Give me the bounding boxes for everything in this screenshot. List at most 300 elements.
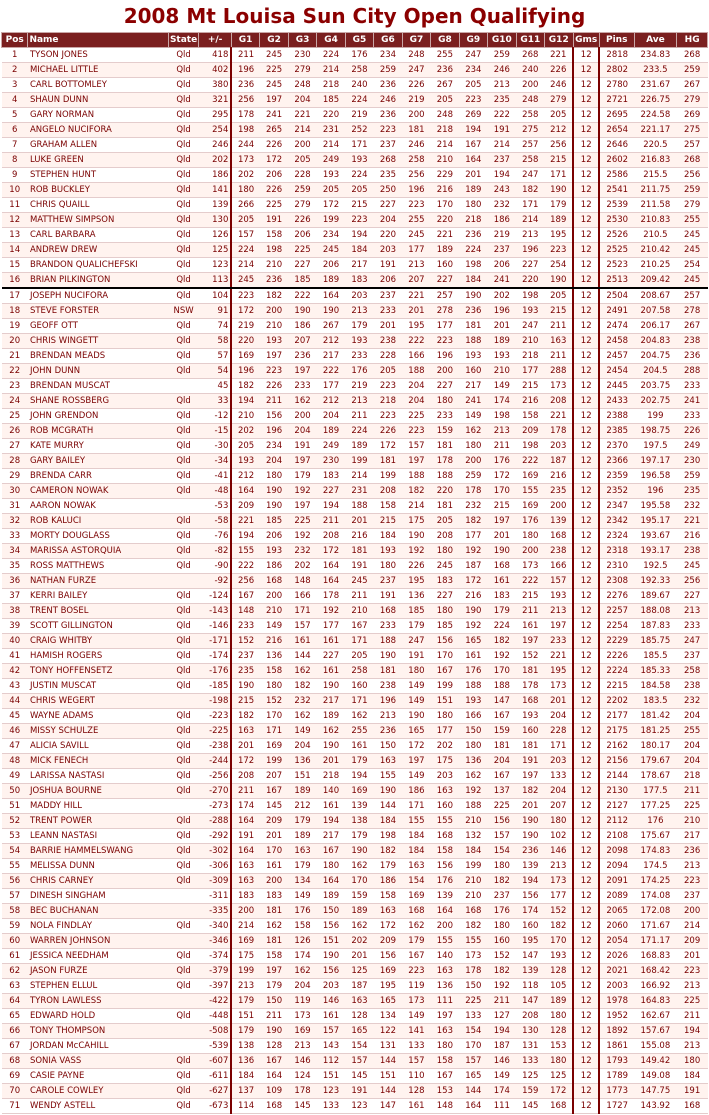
table-row — [2, 1084, 708, 1099]
cell-state: Qld — [168, 949, 199, 964]
cell-pos: 15 — [2, 258, 28, 273]
cell-g5: 191 — [345, 1084, 373, 1099]
cell-g3: 259 — [288, 183, 316, 198]
cell-g6: 209 — [374, 934, 402, 949]
cell-g2: 167 — [260, 784, 288, 799]
column-header-g9: G9 — [459, 33, 487, 48]
cell-g1: 210 — [231, 409, 259, 424]
table-row — [2, 108, 708, 123]
cell-g12: 146 — [545, 844, 573, 859]
cell-g9: 190 — [459, 604, 487, 619]
cell-pos: 5 — [2, 108, 28, 123]
cell-g7: 141 — [402, 1024, 430, 1039]
cell-state: Qld — [168, 724, 199, 739]
cell-gms: 12 — [573, 964, 599, 979]
cell-g12: 226 — [545, 63, 573, 78]
cell-g10: 215 — [488, 499, 516, 514]
cell--: 125 — [199, 243, 232, 258]
cell-g1: 223 — [231, 288, 259, 304]
cell-g2: 168 — [260, 1099, 288, 1114]
column-header-name: Name — [28, 33, 168, 48]
cell-pos: 65 — [2, 1009, 28, 1024]
cell-g7: 204 — [402, 379, 430, 394]
cell-g10: 176 — [488, 904, 516, 919]
cell-pins: 2586 — [599, 168, 634, 183]
cell-hg: 247 — [677, 634, 708, 649]
cell--: -292 — [199, 829, 232, 844]
cell-name: GARY BAILEY — [28, 454, 168, 469]
cell-g4: 205 — [317, 183, 345, 198]
cell-g8: 111 — [431, 994, 459, 1009]
cell-g4: 185 — [317, 93, 345, 108]
table-row — [2, 799, 708, 814]
table-row — [2, 604, 708, 619]
cell-g11: 147 — [516, 949, 544, 964]
cell-g3: 151 — [288, 769, 316, 784]
cell-pins: 2818 — [599, 48, 634, 63]
cell--: 57 — [199, 349, 232, 364]
cell-g1: 202 — [231, 424, 259, 439]
cell-g6: 238 — [374, 679, 402, 694]
cell-g5: 154 — [345, 1039, 373, 1054]
table-row — [2, 1054, 708, 1069]
cell-g2: 152 — [260, 694, 288, 709]
cell--: 33 — [199, 394, 232, 409]
cell-g9: 172 — [459, 574, 487, 589]
cell-g6: 218 — [374, 394, 402, 409]
cell-g9: 224 — [459, 243, 487, 258]
cell-g9: 150 — [459, 724, 487, 739]
cell-g12: 215 — [545, 304, 573, 319]
cell-g12: 238 — [545, 544, 573, 559]
cell-g10: 201 — [488, 319, 516, 334]
cell-g9: 166 — [459, 709, 487, 724]
cell-g10: 237 — [488, 243, 516, 258]
cell-g1: 222 — [231, 559, 259, 574]
cell-ave: 192.33 — [634, 574, 677, 589]
cell-pos: 69 — [2, 1069, 28, 1084]
cell-g2: 197 — [260, 93, 288, 108]
cell-state: Qld — [168, 1099, 199, 1114]
cell-pos: 35 — [2, 559, 28, 574]
cell-g10: 146 — [488, 1054, 516, 1069]
cell-g11: 208 — [516, 1009, 544, 1024]
cell-g12: 221 — [545, 409, 573, 424]
cell-ave: 196.58 — [634, 469, 677, 484]
cell-g5: 211 — [345, 589, 373, 604]
cell-g5: 189 — [345, 904, 373, 919]
cell-g7: 191 — [402, 649, 430, 664]
cell-g6: 191 — [374, 258, 402, 273]
cell-g5: 160 — [345, 679, 373, 694]
cell-g10: 154 — [488, 844, 516, 859]
cell-g2: 200 — [260, 589, 288, 604]
cell-g5: 193 — [345, 153, 373, 168]
cell-g4: 201 — [317, 754, 345, 769]
cell-ave: 174.25 — [634, 874, 677, 889]
cell-g11: 248 — [516, 93, 544, 108]
cell-state: Qld — [168, 739, 199, 754]
cell-pins: 2445 — [599, 379, 634, 394]
cell-g9: 177 — [459, 529, 487, 544]
cell-state: Qld — [168, 349, 199, 364]
cell-g12: 173 — [545, 679, 573, 694]
cell-g1: 196 — [231, 63, 259, 78]
cell-g11: 193 — [516, 709, 544, 724]
cell-g11: 247 — [516, 319, 544, 334]
cell-g2: 200 — [260, 874, 288, 889]
cell-g9: 269 — [459, 108, 487, 123]
cell--: -171 — [199, 634, 232, 649]
cell-g4: 161 — [317, 799, 345, 814]
cell-g2: 226 — [260, 379, 288, 394]
cell-g11: 257 — [516, 138, 544, 153]
cell-g5: 205 — [345, 649, 373, 664]
cell-state — [168, 904, 199, 919]
cell-g10: 214 — [488, 138, 516, 153]
cell-g3: 225 — [288, 514, 316, 529]
cell-g6: 238 — [374, 334, 402, 349]
cell-state: Qld — [168, 829, 199, 844]
table-row — [2, 499, 708, 514]
cell-ave: 208.67 — [634, 288, 677, 304]
cell-state — [168, 934, 199, 949]
cell-g7: 248 — [402, 48, 430, 63]
cell-g12: 279 — [545, 93, 573, 108]
cell-name: JORDAN McCAHILL — [28, 1039, 168, 1054]
cell-g11: 145 — [516, 1099, 544, 1114]
cell-pos: 50 — [2, 784, 28, 799]
cell-g5: 125 — [345, 964, 373, 979]
cell-g10: 213 — [488, 424, 516, 439]
cell-g3: 169 — [288, 1024, 316, 1039]
cell-g5: 231 — [345, 484, 373, 499]
cell--: -198 — [199, 694, 232, 709]
cell-g1: 172 — [231, 304, 259, 319]
cell-pins: 2454 — [599, 364, 634, 379]
cell-g5: 123 — [345, 1099, 373, 1114]
cell-hg: 214 — [677, 919, 708, 934]
cell-g3: 191 — [288, 439, 316, 454]
cell-g10: 187 — [488, 1039, 516, 1054]
cell-g6: 191 — [374, 589, 402, 604]
cell-g8: 177 — [431, 319, 459, 334]
cell-g11: 133 — [516, 1054, 544, 1069]
cell-g10: 167 — [488, 709, 516, 724]
cell-g10: 152 — [488, 949, 516, 964]
cell-g4: 227 — [317, 649, 345, 664]
cell-g4: 167 — [317, 844, 345, 859]
cell-g1: 224 — [231, 243, 259, 258]
cell-g3: 212 — [288, 799, 316, 814]
column-header-g5: G5 — [345, 33, 373, 48]
cell-g7: 185 — [402, 604, 430, 619]
cell-hg: 254 — [677, 258, 708, 273]
cell-g4: 214 — [317, 63, 345, 78]
cell-g10: 181 — [488, 739, 516, 754]
table-row — [2, 739, 708, 754]
cell-g1: 209 — [231, 499, 259, 514]
cell-hg: 217 — [677, 829, 708, 844]
column-header-g10: G10 — [488, 33, 516, 48]
cell-g1: 183 — [231, 889, 259, 904]
cell-g1: 214 — [231, 258, 259, 273]
cell-g4: 211 — [317, 514, 345, 529]
table-row — [2, 664, 708, 679]
cell-state — [168, 994, 199, 1009]
cell-gms: 12 — [573, 1054, 599, 1069]
cell-g9: 178 — [459, 964, 487, 979]
cell-g7: 110 — [402, 1069, 430, 1084]
column-header-ave: Ave — [634, 33, 677, 48]
cell-pos: 25 — [2, 409, 28, 424]
cell-g3: 157 — [288, 619, 316, 634]
cell-g3: 205 — [288, 153, 316, 168]
cell-hg: 258 — [677, 664, 708, 679]
cell-state: Qld — [168, 409, 199, 424]
cell-g5: 181 — [345, 544, 373, 559]
cell-g10: 194 — [488, 168, 516, 183]
cell-g10: 213 — [488, 78, 516, 93]
cell-g3: 214 — [288, 123, 316, 138]
cell-pos: 67 — [2, 1039, 28, 1054]
table-row — [2, 874, 708, 889]
cell-g11: 152 — [516, 649, 544, 664]
cell-g10: 127 — [488, 1009, 516, 1024]
cell-g4: 157 — [317, 1024, 345, 1039]
cell-g1: 179 — [231, 1024, 259, 1039]
cell-g2: 150 — [260, 994, 288, 1009]
cell-g1: 213 — [231, 979, 259, 994]
cell-pos: 21 — [2, 349, 28, 364]
cell-g2: 206 — [260, 529, 288, 544]
cell-g6: 147 — [374, 1099, 402, 1114]
cell-pins: 2202 — [599, 694, 634, 709]
cell-g1: 182 — [231, 709, 259, 724]
cell-pos: 57 — [2, 889, 28, 904]
cell-g7: 207 — [402, 273, 430, 289]
cell-pos: 55 — [2, 859, 28, 874]
cell-hg: 278 — [677, 304, 708, 319]
cell-g10: 237 — [488, 889, 516, 904]
cell-g4: 203 — [317, 979, 345, 994]
table-row — [2, 844, 708, 859]
cell-g12: 228 — [545, 724, 573, 739]
cell-name: WAYNE ADAMS — [28, 709, 168, 724]
cell-name: JOHN GRENDON — [28, 409, 168, 424]
cell-state: Qld — [168, 844, 199, 859]
cell-g5: 255 — [345, 724, 373, 739]
table-row — [2, 934, 708, 949]
cell--: 126 — [199, 228, 232, 243]
cell-g2: 180 — [260, 469, 288, 484]
cell-g4: 156 — [317, 919, 345, 934]
cell-name: SHANE ROSSBERG — [28, 394, 168, 409]
cell-g10: 235 — [488, 93, 516, 108]
cell-g8: 248 — [431, 108, 459, 123]
cell-hg: 223 — [677, 874, 708, 889]
cell-g1: 193 — [231, 454, 259, 469]
cell-g8: 199 — [431, 679, 459, 694]
cell-pins: 2457 — [599, 349, 634, 364]
cell-g12: 178 — [545, 424, 573, 439]
cell-pos: 9 — [2, 168, 28, 183]
cell-g11: 191 — [516, 754, 544, 769]
cell-g5: 194 — [345, 769, 373, 784]
cell-g11: 171 — [516, 198, 544, 213]
cell-g10: 111 — [488, 1099, 516, 1114]
cell--: 45 — [199, 379, 232, 394]
cell-name: ROSS MATTHEWS — [28, 559, 168, 574]
cell-hg: 233 — [677, 409, 708, 424]
cell-g7: 173 — [402, 994, 430, 1009]
table-row — [2, 409, 708, 424]
cell-pos: 26 — [2, 424, 28, 439]
cell-g4: 133 — [317, 1099, 345, 1114]
cell-g1: 208 — [231, 769, 259, 784]
cell-g4: 222 — [317, 364, 345, 379]
cell-g2: 193 — [260, 544, 288, 559]
cell-pos: 49 — [2, 769, 28, 784]
cell-state: Qld — [168, 319, 199, 334]
cell-hg: 194 — [677, 1024, 708, 1039]
cell-g10: 182 — [488, 874, 516, 889]
cell-g11: 213 — [516, 228, 544, 243]
cell-g6: 151 — [374, 1069, 402, 1084]
cell-gms: 12 — [573, 153, 599, 168]
cell-g8: 278 — [431, 304, 459, 319]
cell-g9: 205 — [459, 78, 487, 93]
cell-gms: 12 — [573, 829, 599, 844]
cell-pos: 22 — [2, 364, 28, 379]
cell-g7: 179 — [402, 934, 430, 949]
cell-g7: 166 — [402, 349, 430, 364]
cell-ave: 193.17 — [634, 544, 677, 559]
cell-g4: 151 — [317, 934, 345, 949]
cell-g7: 245 — [402, 228, 430, 243]
cell-g3: 146 — [288, 1054, 316, 1069]
cell-pos: 13 — [2, 228, 28, 243]
cell-g5: 213 — [345, 394, 373, 409]
cell-pos: 7 — [2, 138, 28, 153]
cell-state: Qld — [168, 243, 199, 258]
table-row — [2, 48, 708, 63]
cell-g4: 220 — [317, 108, 345, 123]
cell-g3: 232 — [288, 544, 316, 559]
cell-state: Qld — [168, 63, 199, 78]
cell-g12: 139 — [545, 514, 573, 529]
cell-pins: 2144 — [599, 769, 634, 784]
cell-g2: 170 — [260, 844, 288, 859]
cell-gms: 12 — [573, 874, 599, 889]
cell-ave: 180.17 — [634, 739, 677, 754]
cell-g11: 218 — [516, 349, 544, 364]
cell-g12: 182 — [545, 919, 573, 934]
cell-g6: 182 — [374, 844, 402, 859]
cell-gms: 12 — [573, 198, 599, 213]
cell-g5: 240 — [345, 78, 373, 93]
cell-hg: 227 — [677, 589, 708, 604]
cell-ave: 192.5 — [634, 559, 677, 574]
cell-hg: 275 — [677, 123, 708, 138]
cell-g11: 258 — [516, 153, 544, 168]
cell-gms: 12 — [573, 754, 599, 769]
cell-pins: 2060 — [599, 919, 634, 934]
cell-g5: 224 — [345, 93, 373, 108]
cell-g4: 177 — [317, 379, 345, 394]
cell-gms: 12 — [573, 1084, 599, 1099]
cell-g1: 205 — [231, 213, 259, 228]
cell-g3: 162 — [288, 964, 316, 979]
cell-g2: 183 — [260, 889, 288, 904]
cell-pos: 29 — [2, 469, 28, 484]
cell-g8: 170 — [431, 649, 459, 664]
cell-state: Qld — [168, 364, 199, 379]
cell-state: Qld — [168, 123, 199, 138]
cell-ave: 168.42 — [634, 964, 677, 979]
cell-g2: 225 — [260, 63, 288, 78]
cell-g12: 128 — [545, 1024, 573, 1039]
cell-g10: 188 — [488, 679, 516, 694]
cell-state: Qld — [168, 604, 199, 619]
cell-ave: 143.92 — [634, 1099, 677, 1114]
cell-g9: 200 — [459, 454, 487, 469]
cell-g6: 237 — [374, 138, 402, 153]
cell-g12: 223 — [545, 243, 573, 258]
cell-hg: 259 — [677, 183, 708, 198]
cell-name: DINESH SINGHAM — [28, 889, 168, 904]
cell-g9: 176 — [459, 664, 487, 679]
cell-g8: 205 — [431, 93, 459, 108]
cell-hg: 213 — [677, 859, 708, 874]
cell-g6: 235 — [374, 168, 402, 183]
cell-g7: 222 — [402, 334, 430, 349]
cell-pins: 2474 — [599, 319, 634, 334]
cell-ave: 210.25 — [634, 258, 677, 273]
cell-g12: 166 — [545, 559, 573, 574]
cell-g4: 189 — [317, 709, 345, 724]
table-row — [2, 379, 708, 394]
cell-g6: 144 — [374, 1084, 402, 1099]
cell-g2: 216 — [260, 634, 288, 649]
cell-pos: 61 — [2, 949, 28, 964]
cell-g11: 193 — [516, 304, 544, 319]
cell-name: CHRIS CARNEY — [28, 874, 168, 889]
cell-g2: 204 — [260, 454, 288, 469]
cell-g4: 190 — [317, 679, 345, 694]
cell--: -422 — [199, 994, 232, 1009]
cell-g1: 169 — [231, 934, 259, 949]
cell-ave: 233.5 — [634, 63, 677, 78]
cell-g11: 215 — [516, 379, 544, 394]
table-row — [2, 964, 708, 979]
cell-hg: 168 — [677, 1099, 708, 1114]
cell-g5: 216 — [345, 529, 373, 544]
cell-pos: 43 — [2, 679, 28, 694]
cell-ave: 195.17 — [634, 514, 677, 529]
cell--: -340 — [199, 919, 232, 934]
cell-hg: 238 — [677, 334, 708, 349]
cell-pos: 30 — [2, 484, 28, 499]
cell-pins: 2602 — [599, 153, 634, 168]
cell-g1: 212 — [231, 469, 259, 484]
cell-ave: 206.17 — [634, 319, 677, 334]
cell-g1: 138 — [231, 1039, 259, 1054]
cell-g11: 216 — [516, 394, 544, 409]
cell-g9: 223 — [459, 93, 487, 108]
cell-name: BRIAN PILKINGTON — [28, 273, 168, 289]
cell-g7: 136 — [402, 589, 430, 604]
